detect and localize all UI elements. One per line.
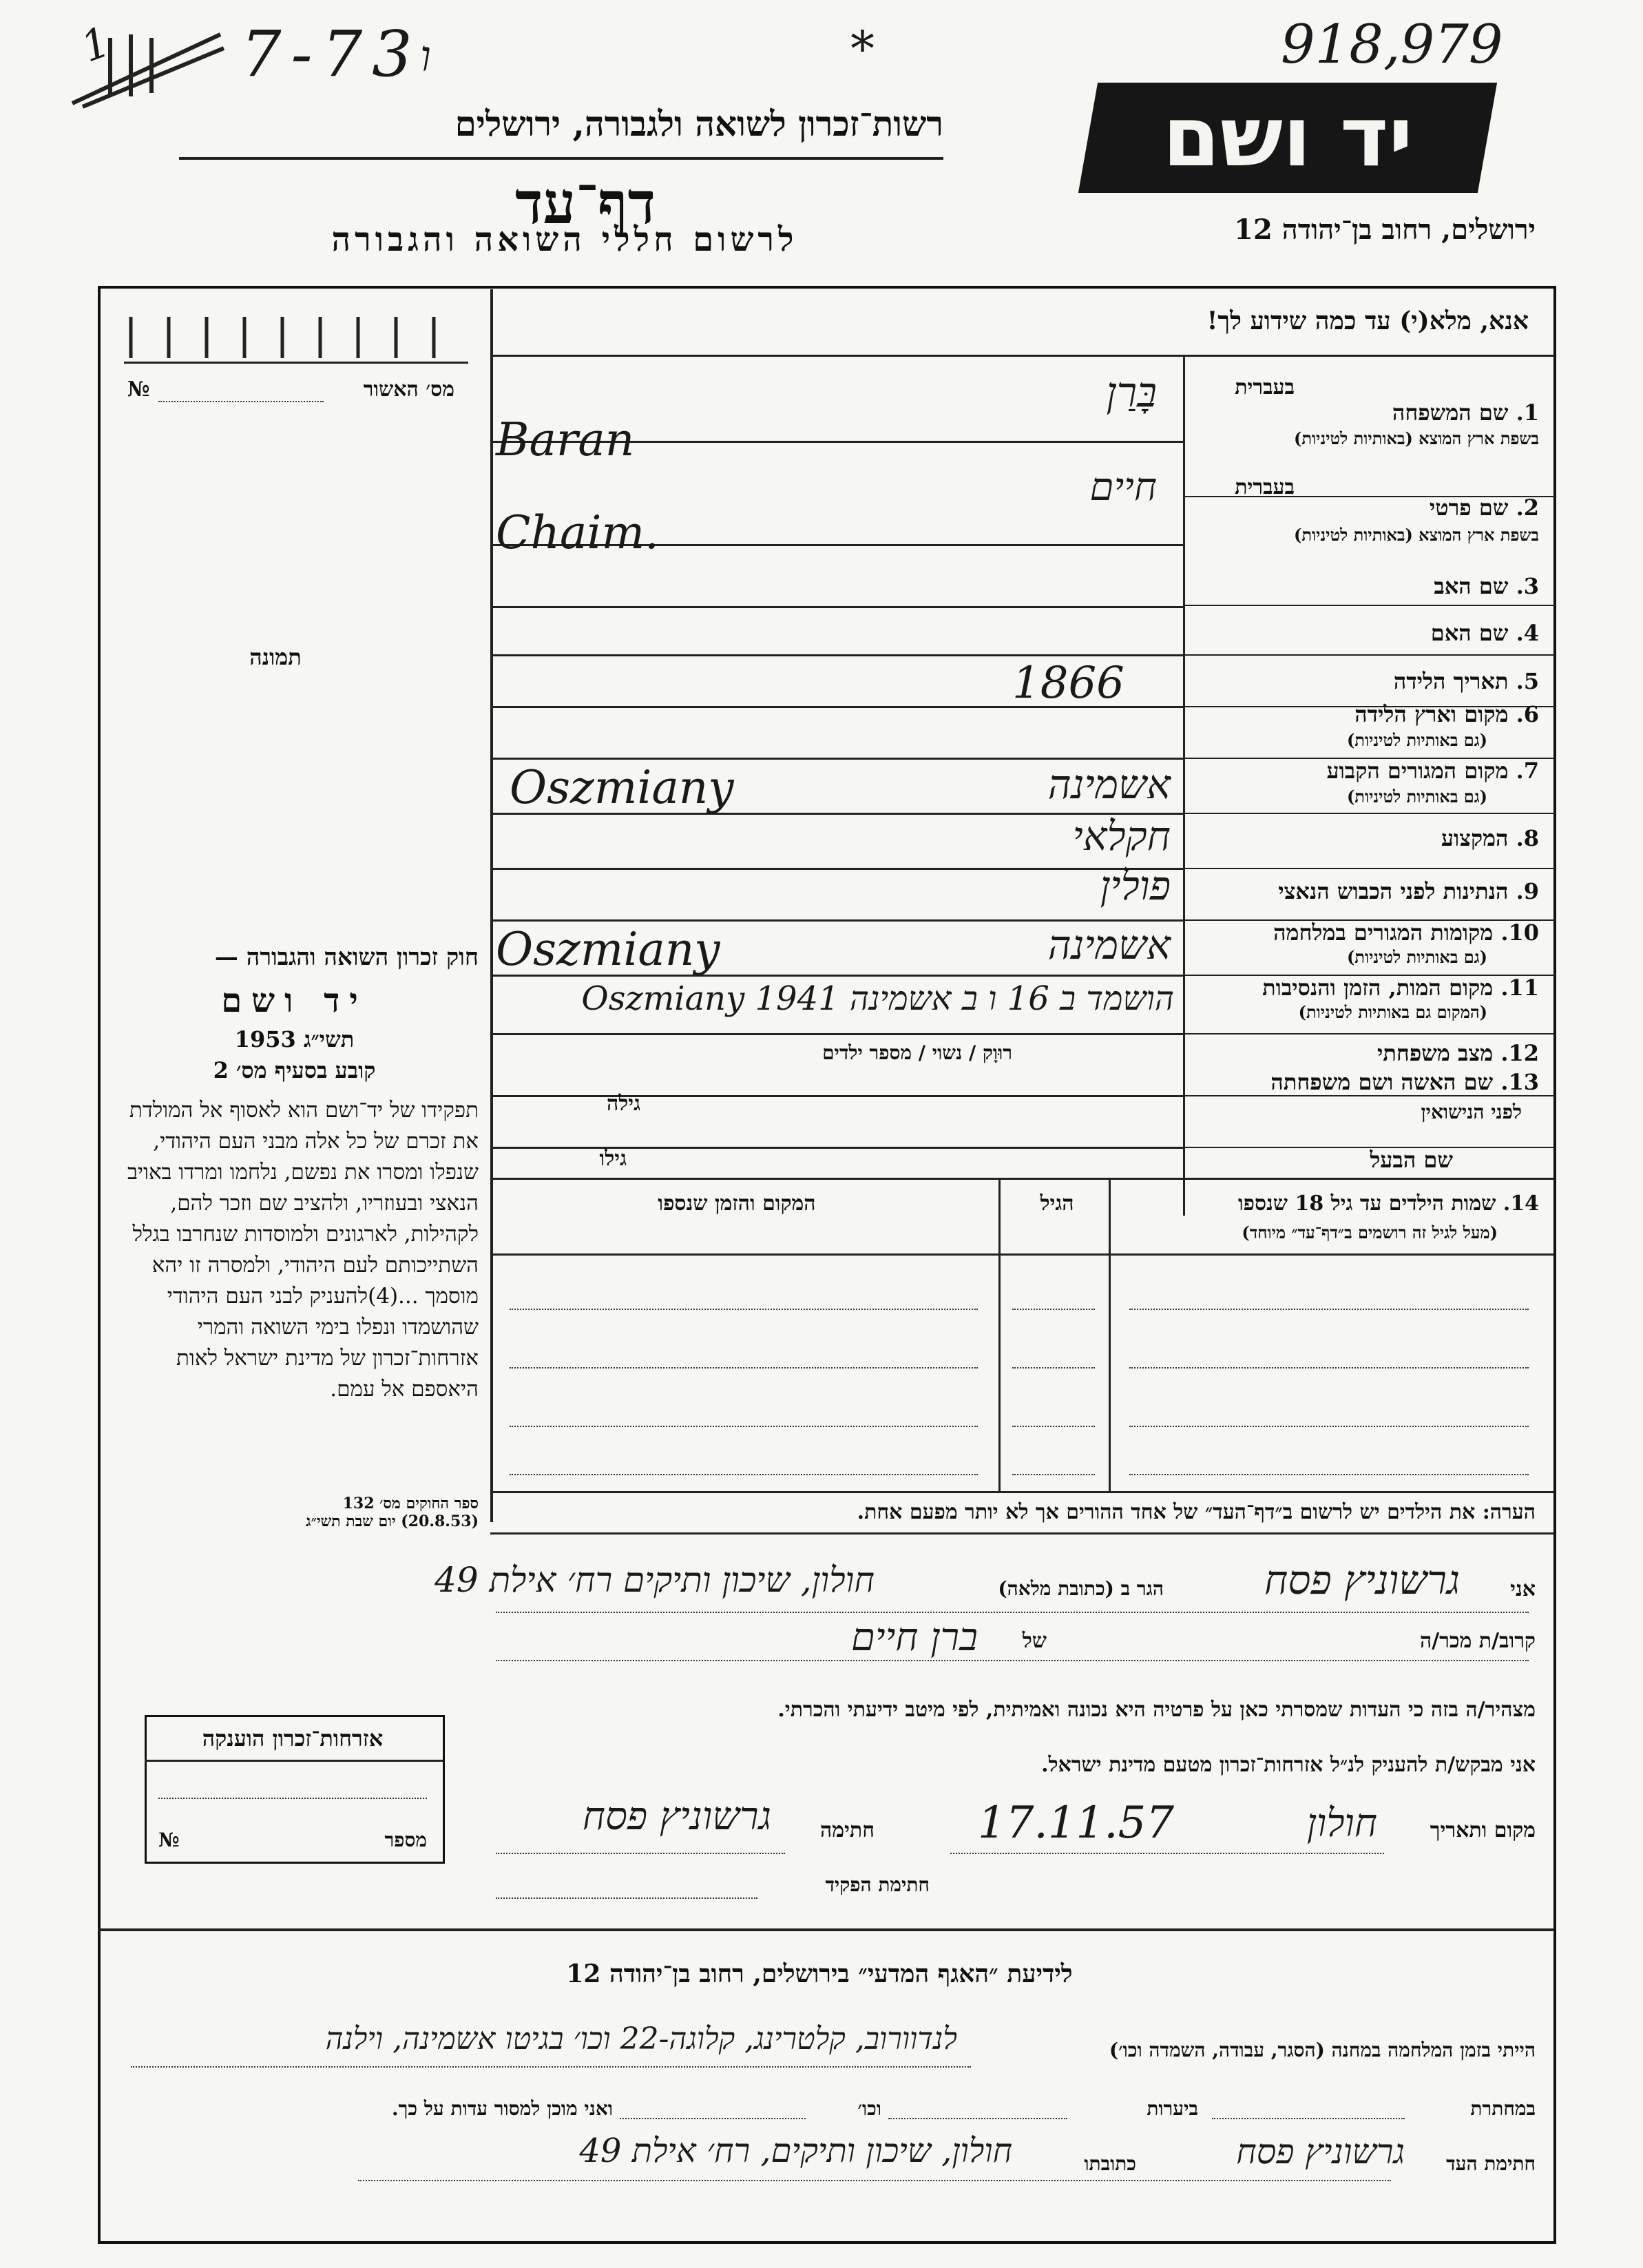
camp-value[interactable]: לנדוורוב, קלטרינג, קלוגה-22 וכו׳ בגיטו אשמינה, וילנה [325,2021,957,2057]
ready-label: ואני מוכן למסור עדות על כך. [391,2097,613,2120]
tick-marks [124,313,468,362]
field-13-age: גילה [606,1092,640,1116]
field-12-label: 12. מצב משפחתי [1377,1040,1539,1066]
field-2-latin[interactable]: Chaim. [496,506,660,559]
field-7-latin[interactable]: Oszmiany [510,761,734,814]
decl-address-label: הגר ב (כתובת מלאה) [998,1577,1164,1600]
field-13-husband-age: גילו [599,1147,627,1171]
decl-request: אני מבקש/ת להעניק לנ״ל אזרחות־זכרון מטעם מדינת ישראל. [1041,1753,1536,1777]
field-14-label: 14. שמות הילדים עד גיל 18 שנספו [1237,1192,1539,1216]
field-11-sub: (המקום גם באותיות לטיניות) [1298,1002,1487,1022]
field-10-sub: (גם באותיות לטיניות) [1346,947,1487,967]
witness-sig-label: חתימת העד [1446,2152,1536,2175]
witness-address-label: כתובתו [1084,2152,1136,2175]
children-note: הערה: את הילדים יש לרשום ב״דף־העד״ של אחד ההורים אך לא יותר מפעם אחת. [857,1500,1536,1524]
permit-no: № [127,377,150,402]
law-clause: קובע בסעיף מס׳ 2 [213,1057,376,1083]
hebrew-tag-1: בעברית [1235,375,1295,399]
field-3-label: 3. שם האב [1434,573,1539,599]
field-11-label: 11. מקום המות, הזמן והנסיבות [1262,975,1539,1001]
law-year: תשי״ג 1953 [234,1026,355,1052]
field-13-label: 13. שם האשה ושם משפחתה [1270,1069,1539,1095]
bottom-title: לידיעת ״האגף המדעי״ בירושלים, רחוב בן־יהודה 12 [566,1959,1073,1988]
camp-label: הייתי בזמן המלחמה במחנה (הסגר, עבודה, השמדה וכו׳) [1109,2039,1536,2061]
field-12-value[interactable]: רוּוָק / נשוי / מספר ילדים [822,1041,1012,1064]
field-4-label: 4. שם האם [1430,620,1539,646]
decl-of-label: של [1022,1629,1047,1653]
star-mark: * [850,21,875,77]
field-9-value[interactable]: פולין [1100,862,1171,909]
permit-label: מס׳ האשור [363,377,454,402]
field-1-latin[interactable]: Baran [496,413,635,466]
field-2-sub: בשפת ארץ המוצא (באותיות לטיניות) [1294,525,1539,545]
decl-address[interactable]: חולון, שיכון ותיקים רח׳ אילת 49 [435,1560,875,1600]
decl-relation[interactable]: ברן חיים [850,1615,978,1660]
hebrew-tag-2: בעברית [1235,475,1295,499]
field-1-sub: בשפת ארץ המוצא (באותיות לטיניות) [1294,428,1539,448]
field-8-label: 8. המקצוע [1441,825,1539,851]
appeal-text: אנא, מלא(י) עד כמה שידוע לך! [1206,306,1529,335]
gazette: ספר החוקים מס׳ 132 (20.8.53) יום שבת תשי״ג [306,1495,479,1530]
archive-ref-prefix: 1 [75,17,117,72]
field-2-label: 2. שם פרטי [1429,495,1539,521]
certificate-title: אזרחות־זכרון הוענקה [202,1725,384,1751]
authority-line: רשות־זכרון לשואה ולגבורה, ירושלים [454,103,943,144]
field-5-label: 5. תאריך הלידה [1393,668,1539,694]
archive-ref-suffix: ו [420,31,431,81]
certificate-number: № [158,1829,180,1851]
forest-label: ביערות [1147,2097,1198,2120]
field-1-hebrew[interactable]: בָּרַן [1106,368,1157,417]
law-name: יד ושם [221,981,368,1020]
yad-vashem-logo: יד ושם [1078,83,1497,193]
field-2-hebrew[interactable]: חיים [1089,465,1157,510]
field-13-husband: שם הבעל [1370,1147,1453,1173]
field-14-sub: (מעל לגיל זה רושמים ב״דף־עד״ מיוחד) [1242,1223,1498,1242]
field-7-sub: (גם באותיות לטיניות) [1346,787,1487,807]
strike-marks [69,28,227,110]
photo-label: תמונה [249,644,302,670]
decl-signature[interactable]: גרשוניץ פסח [582,1794,771,1839]
law-title: חוק זכרון השואה והגבורה — [214,944,479,971]
decl-i-label: אני [1510,1577,1536,1601]
field-7-label: 7. מקום המגורים הקבוע [1326,758,1539,784]
field-6-label: 6. מקום וארץ הלידה [1354,701,1539,727]
children-col-place: המקום והזמן שנספו [658,1192,816,1216]
archive-ref: 7-73 [241,17,422,91]
witness-address[interactable]: חולון, שיכון ותיקים, רח׳ אילת 49 [579,2132,1012,2170]
field-10-hebrew[interactable]: אשמינה [1047,922,1171,968]
decl-relation-label: קרוב/ת מכר/ה [1419,1629,1536,1653]
decl-clerk-label: חתימת הפקיד [825,1873,930,1896]
decl-place-date-label: מקום ותאריך [1430,1818,1536,1842]
underground-label: במחתרת [1470,2097,1536,2120]
field-1-label: 1. שם המשפחה [1392,399,1539,426]
law-text: תפקידו של יד־ושם הוא לאסוף אל המולדת את זכרם של כל אלה מבני העם היהודי, שנפלו ומסרו את נפשם, נלחמו ומרדו באויב הנאצי ובעוזריו, ולהציב שם וזכר להם, לקהילות, לארגונים ולמוסדות שנחרבו בגלל השתייכותם לעם היהודי, ולמסרה זו יהא מוסמך ...(4)להעניק לבני העם היהודי שהושמדו ונפלו בימי השואה והמרי אזרחות־זכרון של מדינת ישראל לאות היאספם אל עמם. [127,1098,479,1402]
decl-signature-label: חתימה [820,1818,875,1842]
decl-witness-name[interactable]: גרשוניץ פסח [1264,1557,1460,1603]
field-10-latin[interactable]: Oszmiany [496,923,720,976]
witness-signature[interactable]: גרשוניץ פסח [1236,2132,1405,2172]
decl-date[interactable]: 17.11.57 [978,1798,1174,1849]
form-title: דף־עד [514,169,656,237]
field-9-label: 9. הנתינות לפני הכבוש הנאצי [1278,878,1539,904]
decl-statement: מצהיר/ה בזה כי העדות שמסרתי כאן על פרטיה היא נכונה ואמיתית, לפי מיטב ידיעתי והכרתי. [777,1698,1536,1722]
field-8-value[interactable]: חקלאי [1072,813,1171,860]
field-7-hebrew[interactable]: אשמינה [1047,761,1171,808]
certificate-number-label: מספר [384,1829,427,1851]
field-5-value[interactable]: 1866 [1012,658,1124,709]
etc-label: וכו׳ [857,2097,881,2120]
field-13-sub: לפני הנישואין [1421,1101,1522,1123]
document-number: 918,979 [1281,14,1503,76]
form-subtitle: לרשום חללי השואה והגבורה [331,220,798,259]
decl-place[interactable]: חולון [1306,1801,1377,1846]
field-10-label: 10. מקומות המגורים במלחמה [1273,919,1539,946]
field-6-sub: (גם באותיות לטיניות) [1346,730,1487,750]
children-col-age: הגיל [1040,1192,1074,1216]
address: ירושלים, רחוב בן־יהודה 12 [1234,214,1536,246]
field-11-value[interactable]: הושמד ב 16 ו ב אשמינה 1941 Oszmiany [581,979,1174,1018]
